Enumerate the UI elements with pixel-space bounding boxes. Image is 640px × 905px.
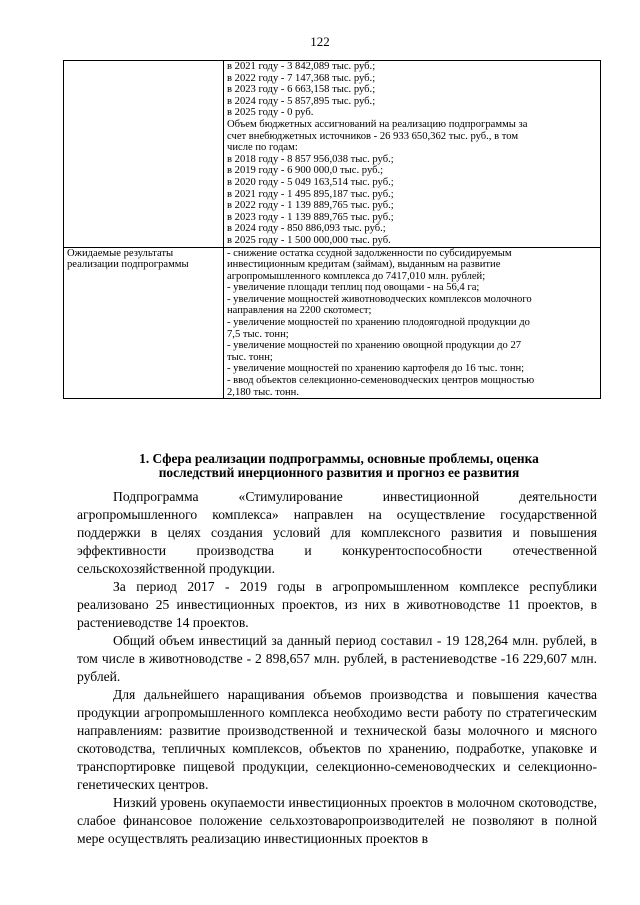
funding-line: Объем бюджетных ассигнований на реализацию подпрограммы за [227,118,528,130]
table-cell-funding-values [224,61,601,248]
paragraph: Общий объем инвестиций за данный период составил - 19 128,264 млн. рублей, в том числе в животноводстве - 2 898,657 млн. рублей, в растениеводстве -16 229,607 млн. рублей. [77,633,597,684]
result-line: 7,5 тыс. тонн; [227,328,289,340]
funding-line: в 2024 году - 850 886,093 тыс. руб.; [227,223,386,235]
result-line: инвестиционным кредитам (займам), выданным на развитие [227,259,501,271]
funding-line: в 2021 году - 3 842,089 тыс. руб.; [227,61,376,72]
result-line: - увеличение мощностей по хранению плодоягодной продукции до [227,317,530,329]
result-line: агропромышленного комплекса до 7417,010 млн. рублей; [227,270,486,282]
table-cell-results-label [64,247,224,399]
funding-line: в 2024 году - 5 857,895 тыс. руб.; [227,95,376,107]
funding-line: в 2025 году - 1 500 000,000 тыс. руб. [227,234,391,246]
result-line: 2,180 тыс. тонн. [227,386,300,398]
section-heading-line: последствий инерционного развития и прогноз ее развития [158,465,520,480]
table-cell-results-values [224,247,601,399]
result-line: - увеличение мощностей по хранению картофеля до 16 тыс. тонн; [227,363,525,375]
result-line: направления на 2200 скотомест; [227,305,372,317]
funding-line: в 2019 году - 6 900 000,0 тыс. руб.; [227,165,384,177]
result-line: - увеличение мощностей по хранению овощной продукции до 27 [227,340,522,352]
section-heading-line: 1. Сфера реализации подпрограммы, основные проблемы, оценка [139,451,539,466]
subprogram-passport-table [63,60,601,399]
section-body [77,488,597,848]
funding-line: в 2021 году - 1 495 895,187 тыс. руб.; [227,188,394,200]
funding-line: числе по годам: [227,142,298,154]
funding-line: в 2025 году - 0 руб. [227,107,314,119]
table-cell-empty-label [64,61,224,248]
results-label: Ожидаемые результаты реализации подпрограммы [67,247,189,271]
paragraph: Низкий уровень окупаемости инвестиционных проектов в молочном скотоводстве, слабое финансовое положение сельхозтоваропроизводителей не позволяют в полной мере осуществлять реализацию инвестиционных проектов в [77,795,597,846]
funding-line: счет внебюджетных источников - 26 933 650,362 тыс. руб., в том [227,130,519,142]
result-line: - увеличение мощностей животноводческих комплексов молочного [227,293,532,305]
funding-line: в 2022 году - 1 139 889,765 тыс. руб.; [227,200,394,212]
paragraph: За период 2017 - 2019 годы в агропромышленном комплексе республики реализовано 25 инвестиционных проектов, из них в животноводстве 11 проектов, в растениеводстве 14 проектов. [77,579,597,630]
funding-line: в 2018 году - 8 857 956,038 тыс. руб.; [227,153,394,165]
result-line: - снижение остатка ссудной задолженности по субсидируемым [227,247,512,259]
page-number: 122 [310,34,330,49]
funding-line: в 2023 году - 1 139 889,765 тыс. руб.; [227,211,394,223]
table-row-funding [64,61,601,248]
section-heading [84,452,594,480]
result-line: - ввод объектов селекционно-семеноводческих центров мощностью [227,375,535,387]
result-line: - увеличение площади теплиц под овощами - на 56,4 га; [227,282,480,294]
paragraph: Подпрограмма «Стимулирование инвестиционной деятельности агропромышленного комплекса» направлен на осуществление государственной поддержки в целях создания условий для комплексного развития и повышения эффективности производства и конкурентоспособности отечественной сельскохозяйственной продукции. [77,489,597,576]
funding-line: в 2022 году - 7 147,368 тыс. руб.; [227,72,376,84]
result-line: тыс. тонн; [227,351,273,363]
table-row-expected-results [64,247,601,399]
paragraph: Для дальнейшего наращивания объемов производства и повышения качества продукции агропромышленного комплекса необходимо вести работу по стратегическим направлениям: развитие производственной и технической базы молочного и мясного скотоводства, тепличных комплексов, объектов по хранению, подработке, упаковке и транспортировке пищевой продукции, селекционно-семеноводческих и селекционно-генетических центров. [77,687,597,792]
funding-line: в 2023 году - 6 663,158 тыс. руб.; [227,84,376,96]
funding-line: в 2020 году - 5 049 163,514 тыс. руб.; [227,176,394,188]
